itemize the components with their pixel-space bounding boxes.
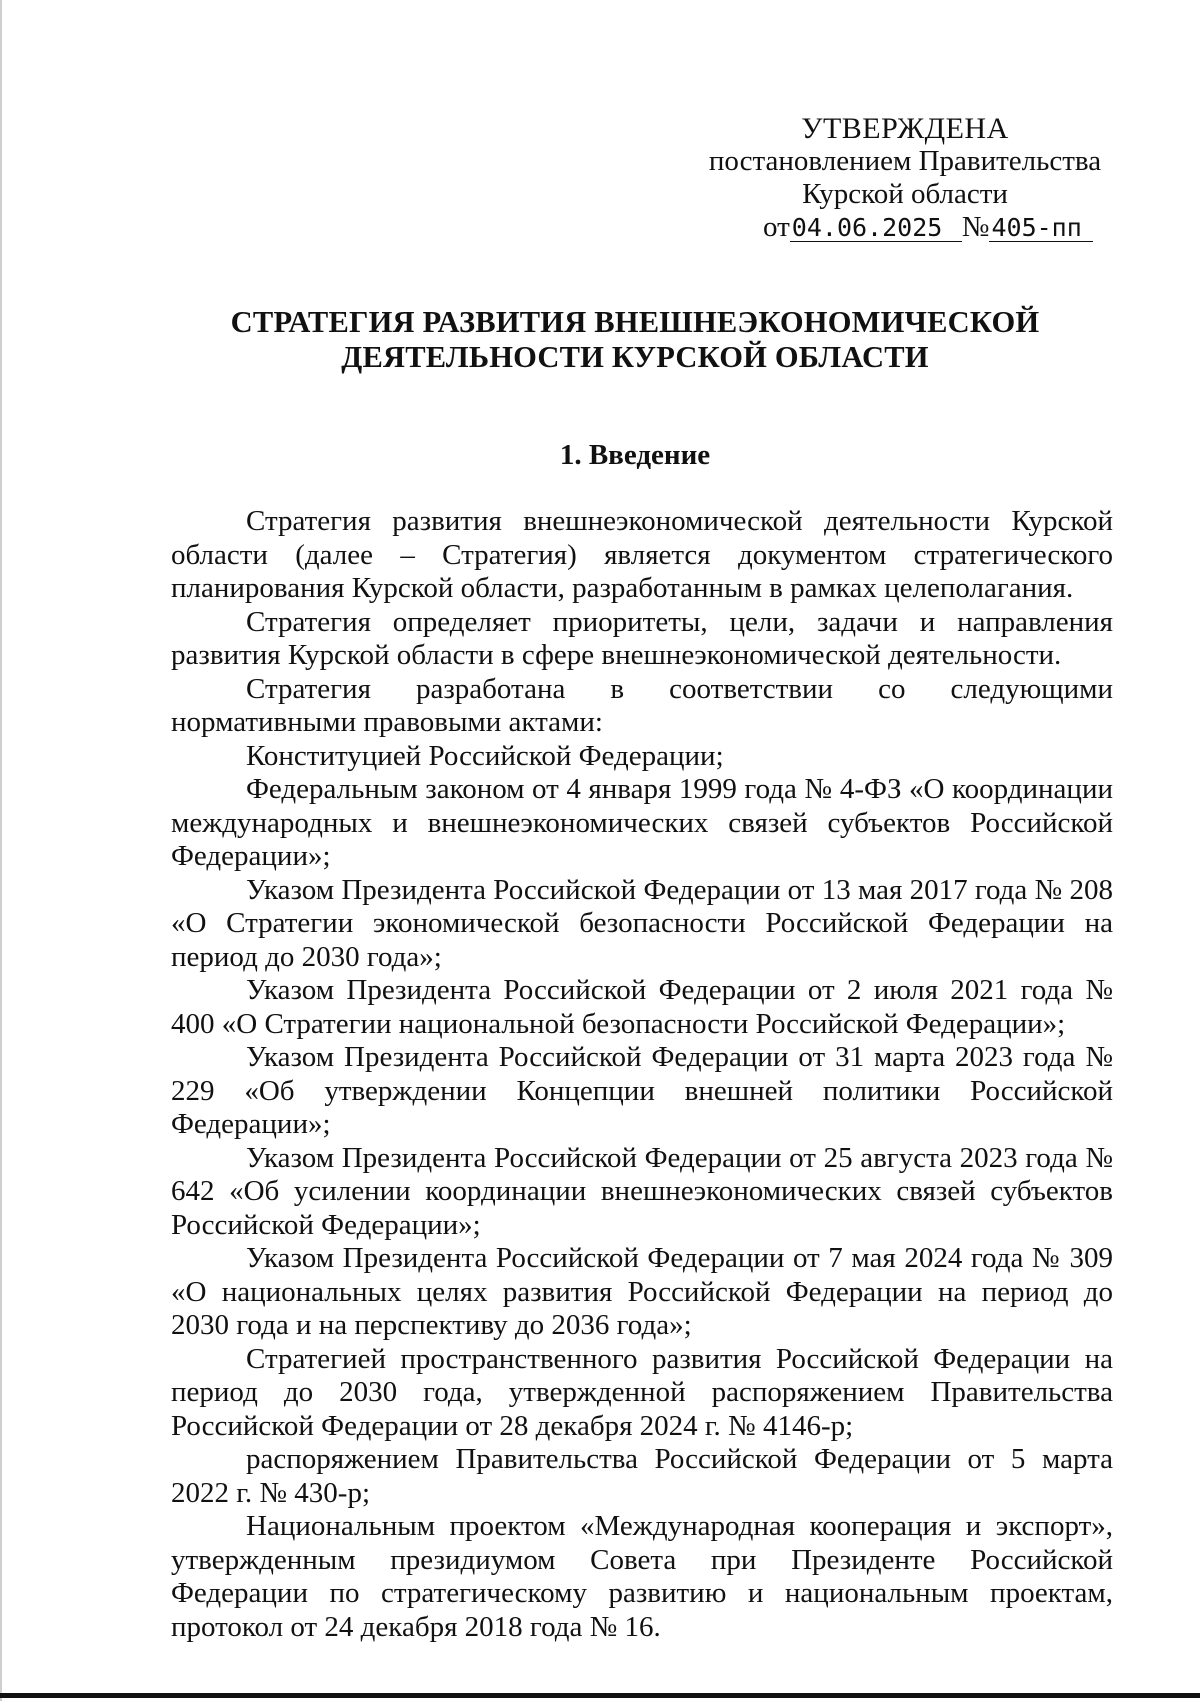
- paragraph: Стратегия разработана в соответствии со следующими нормативными правовыми актами:: [171, 672, 1113, 738]
- paragraph: Указом Президента Российской Федерации от 25 августа 2023 года № 642 «Об усилении координации внешнеэкономических связей субъектов Российской Федерации»;: [171, 1141, 1113, 1241]
- paragraph: Указом Президента Российской Федерации от 13 мая 2017 года № 208 «О Стратегии экономической безопасности Российской Федерации на период до 2030 года»;: [171, 873, 1113, 973]
- paragraph: Указом Президента Российской Федерации от 31 марта 2023 года № 229 «Об утверждении Концепции внешней политики Российской Федерации»;: [171, 1041, 1113, 1140]
- approval-date-value: 04.06.2025: [790, 215, 962, 242]
- scan-left-edge: [0, 0, 2, 1701]
- scan-bottom-edge: [0, 1693, 1200, 1698]
- date-prefix: от: [763, 211, 790, 243]
- paragraph: Стратегией пространственного развития Российской Федерации на период до 2030 года, утвержденной распоряжением Правительства Российской Федерации от 28 декабря 2024 г. № 4146-р;: [171, 1342, 1113, 1442]
- paragraph: Указом Президента Российской Федерации от 2 июля 2021 года № 400 «О Стратегии национальной безопасности Российской Федерации»;: [171, 974, 1113, 1040]
- paragraph: распоряжением Правительства Российской Федерации от 5 марта 2022 г. № 430-р;: [171, 1443, 1113, 1509]
- document-title-line-2: ДЕЯТЕЛЬНОСТИ КУРСКОЙ ОБЛАСТИ: [341, 340, 929, 374]
- paragraph: Стратегия определяет приоритеты, цели, задачи и направления развития Курской области в сфере внешнеэкономической деятельности.: [171, 605, 1113, 671]
- approval-stamp-block: [700, 112, 1110, 244]
- approved-by-resolution: постановлением Правительства: [708, 145, 1102, 177]
- approved-label: УТВЕРЖДЕНА: [801, 112, 1009, 145]
- approved-region: Курской области: [802, 178, 1008, 210]
- document-title: [170, 305, 1100, 375]
- paragraph: Указом Президента Российской Федерации от 7 мая 2024 года № 309 «О национальных целях развития Российской Федерации на период до 2030 года и на перспективу до 2036 года»;: [171, 1242, 1113, 1341]
- approval-number-value: 405-пп: [989, 215, 1093, 242]
- section-heading-introduction: 1. Введение: [559, 439, 711, 471]
- paragraph: Федеральным законом от 4 января 1999 года № 4-ФЗ «О координации международных и внешнеэкономических связей субъектов Российской Федерации»;: [171, 773, 1113, 872]
- paragraph: Стратегия развития внешнеэкономической деятельности Курской области (далее – Стратегия) является документом стратегического планирования Курской области, разработанным в рамках целеполагания.: [171, 505, 1113, 604]
- paragraph: Конституцией Российской Федерации;: [246, 739, 724, 772]
- number-prefix: №: [961, 211, 990, 243]
- document-title-line-1: СТРАТЕГИЯ РАЗВИТИЯ ВНЕШНЕЭКОНОМИЧЕСКОЙ: [230, 305, 1040, 339]
- paragraph: Национальным проектом «Международная кооперация и экспорт», утвержденным президиумом Совета при Президенте Российской Федерации по стратегическому развитию и национальным проектам, протокол от 24 декабря 2018 года № 16.: [171, 1510, 1113, 1643]
- approval-date-number-row: [700, 211, 1110, 244]
- document-body: [171, 505, 1113, 1644]
